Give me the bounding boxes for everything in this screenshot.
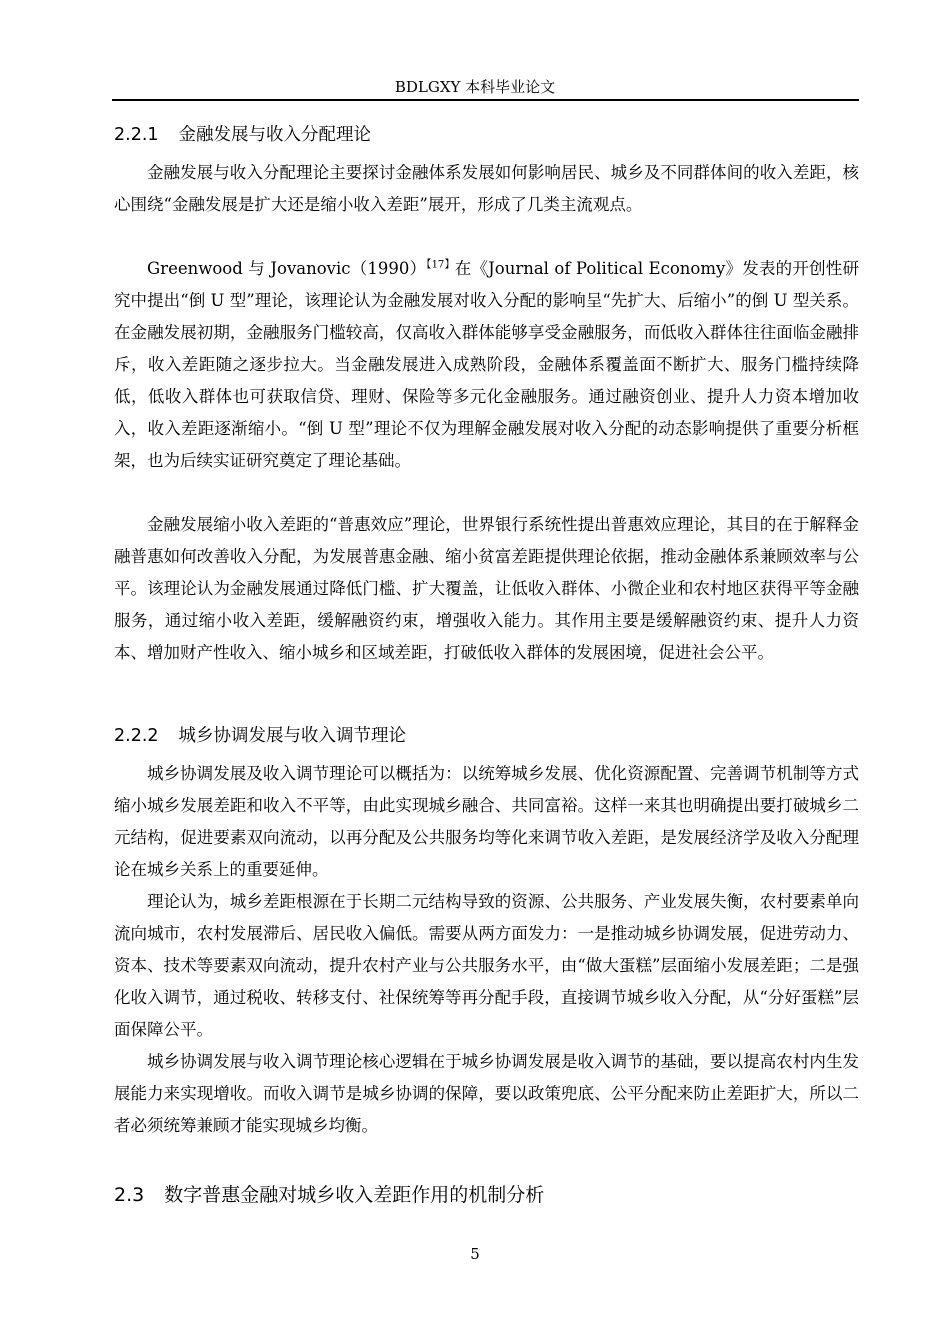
- running-header: BDLGXY 本科毕业论文: [394, 78, 556, 96]
- paragraph: [114, 253, 859, 477]
- section-title: 金融发展与收入分配理论: [178, 125, 372, 145]
- header-divider: [112, 99, 859, 101]
- paragraph: 金融发展缩小收入差距的“普惠效应”理论，世界银行系统性提出普惠效应理论，其目的在于解释金融普惠如何改善收入分配，为发展普惠金融、缩小贫富差距提供理论依据，推动金融体系兼顾效率与公平。该理论认为金融发展通过降低门槛、扩大覆盖，让低收入群体、小微企业和农村地区获得平等金融服务，通过缩小收入差距，缓解融资约束，增强收入能力。其作用主要是缓解融资约束、提升人力资本、增加财产性收入、缩小城乡和区域差距，打破低收入群体的发展困境，促进社会公平。: [114, 515, 859, 662]
- paragraph: 理论认为，城乡差距根源在于长期二元结构导致的资源、公共服务、产业发展失衡，农村要素单向流向城市，农村发展滞后、居民收入偏低。需要从两方面发力：一是推动城乡协调发展，促进劳动力、资本、技术等要素双向流动，提升农村产业与公共服务水平，由“做大蛋糕”层面缩小发展差距；二是强化收入调节，通过税收、转移支付、社保统筹等再分配手段，直接调节城乡收入分配，从“分好蛋糕”层面保障公平。: [114, 892, 859, 1039]
- section-heading-2-2-1: [114, 124, 859, 146]
- paragraph: 金融发展与收入分配理论主要探讨金融体系发展如何影响居民、城乡及不同群体间的收入差距，核心围绕“金融发展是扩大还是缩小收入差距”展开，形成了几类主流观点。: [114, 163, 859, 214]
- paragraph-text: Greenwood 与 Jovanovic（1990）: [147, 259, 427, 278]
- section-number: 2.2.1: [114, 125, 159, 145]
- section-title: 城乡协调发展与收入调节理论: [178, 726, 407, 746]
- section-number: 2.3: [114, 1184, 145, 1206]
- section-number: 2.2.2: [114, 726, 159, 746]
- paragraph-text: 在《Journal of Political Economy》发表的开创性研究中提出“倒 U 型”理论，该理论认为金融发展对收入分配的影响呈“先扩大、后缩小”的倒 U 型关系。在金融发展初期，金融服务门槛较高，仅高收入群体能够享受金融服务，而低收入群体往往面临金融排斥，收入差距随之逐步拉大。当金融发展进入成熟阶段，金融体系覆盖面不断扩大、服务门槛持续降低，低收入群体也可获取信贷、理财、保险等多元化金融服务。通过融资创业、提升人力资本增加收入，收入差距逐渐缩小。“倒 U 型”理论不仅为理解金融发展对收入分配的动态影响提供了重要分析框架，也为后续实证研究奠定了理论基础。: [114, 259, 860, 470]
- section-title: 数字普惠金融对城乡收入差距作用的机制分析: [164, 1184, 545, 1206]
- paragraph: 城乡协调发展及收入调节理论可以概括为：以统筹城乡发展、优化资源配置、完善调节机制等方式缩小城乡发展差距和收入不平等，由此实现城乡融合、共同富裕。这样一来其也明确提出要打破城乡二元结构，促进要素双向流动，以再分配及公共服务均等化来调节收入差距，是发展经济学及收入分配理论在城乡关系上的重要延伸。: [114, 764, 859, 879]
- section-heading-2-3: [114, 1183, 859, 1207]
- page-number: 5: [470, 1245, 480, 1263]
- section-heading-2-2-2: [114, 725, 859, 747]
- citation-marker: 【17】: [426, 259, 455, 271]
- paragraph: 城乡协调发展与收入调节理论核心逻辑在于城乡协调发展是收入调节的基础，要以提高农村内生发展能力来实现增收。而收入调节是城乡协调的保障，要以政策兜底、公平分配来防止差距扩大，所以二者必须统筹兼顾才能实现城乡均衡。: [114, 1052, 859, 1135]
